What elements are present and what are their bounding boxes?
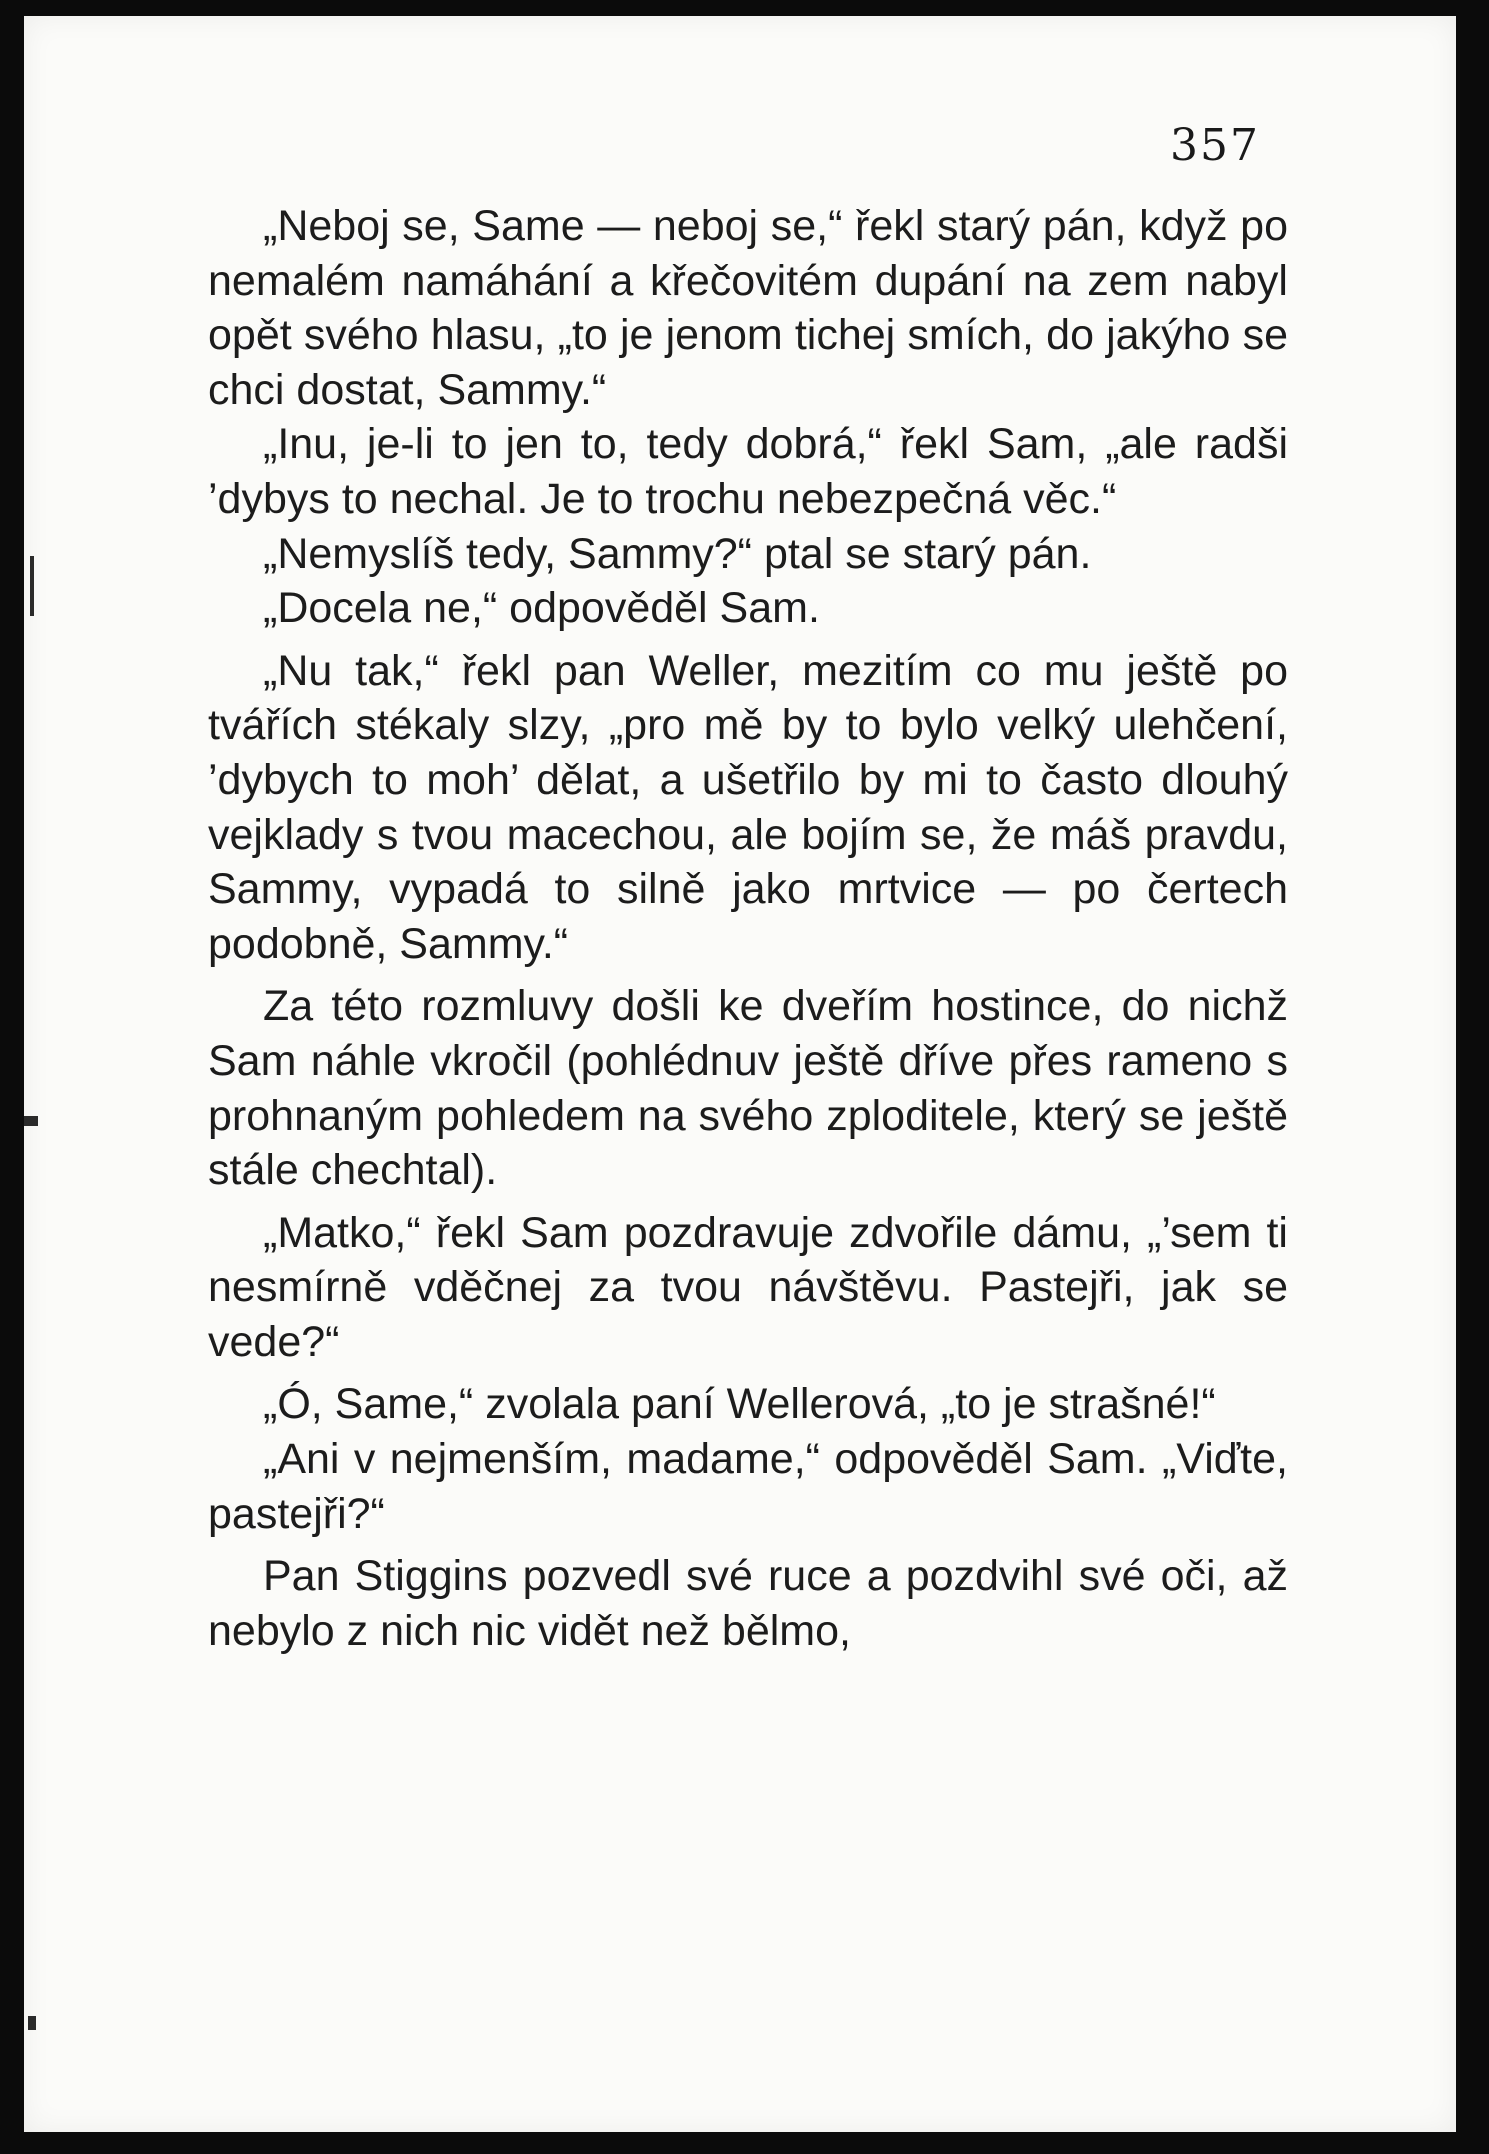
paragraph: „Ó, Same,“ zvolala paní Wellerová, „to je strašné!“ [263, 1380, 1216, 1429]
page-text [208, 199, 1288, 1658]
paragraph: „Ani v nejmenším, madame,“ odpověděl Sam. „Viďte, pastejři?“ [208, 1435, 1288, 1538]
binding-edge-mark [28, 2016, 36, 2030]
paragraph: „Docela ne,“ odpověděl Sam. [263, 584, 820, 633]
paragraph: „Matko,“ řekl Sam pozdravuje zdvořile dámu, „’sem ti nesmírně vděčnej za tvou návštěvu. Pastejři, jak se vede?“ [208, 1208, 1288, 1366]
paragraph: „Nemyslíš tedy, Sammy?“ ptal se starý pán. [263, 529, 1092, 578]
page-number: 357 [1170, 120, 1260, 171]
paragraph: „Nu tak,“ řekl pan Weller, mezitím co mu ještě po tvářích stékaly slzy, „pro mě by to bylo velký ulehčení, ’dybych to moh’ dělat, a ušetřilo by mi to často dlouhý vejklady s tvou macechou, ale bojím se, že máš pravdu, Sammy, vypadá to silně jako mrtvice — po čertech podobně, Sammy.“ [208, 646, 1288, 968]
book-page [24, 16, 1456, 2132]
paragraph: „Inu, je-li to jen to, tedy dobrá,“ řekl Sam, „ale radši ’dybys to nechal. Je to trochu nebezpečná věc.“ [208, 420, 1288, 523]
paragraph: „Neboj se, Same — neboj se,“ řekl starý pán, když po nemalém namáhání a křečovitém dupání na zem nabyl opět svého hlasu, „to je jenom tichej smích, do jakýho se chci dostat, Sammy.“ [208, 202, 1288, 414]
paragraph: Pan Stiggins pozvedl své ruce a pozdvihl své oči, až nebylo z nich nic vidět než bělmo, [208, 1552, 1288, 1655]
binding-edge-mark [24, 1116, 38, 1126]
paragraph: Za této rozmluvy došli ke dveřím hostince, do nichž Sam náhle vkročil (pohlédnuv ještě dříve přes rameno s prohnaným pohledem na svého zploditele, který se ještě stále chechtal). [208, 982, 1288, 1195]
binding-edge-mark [30, 556, 34, 616]
